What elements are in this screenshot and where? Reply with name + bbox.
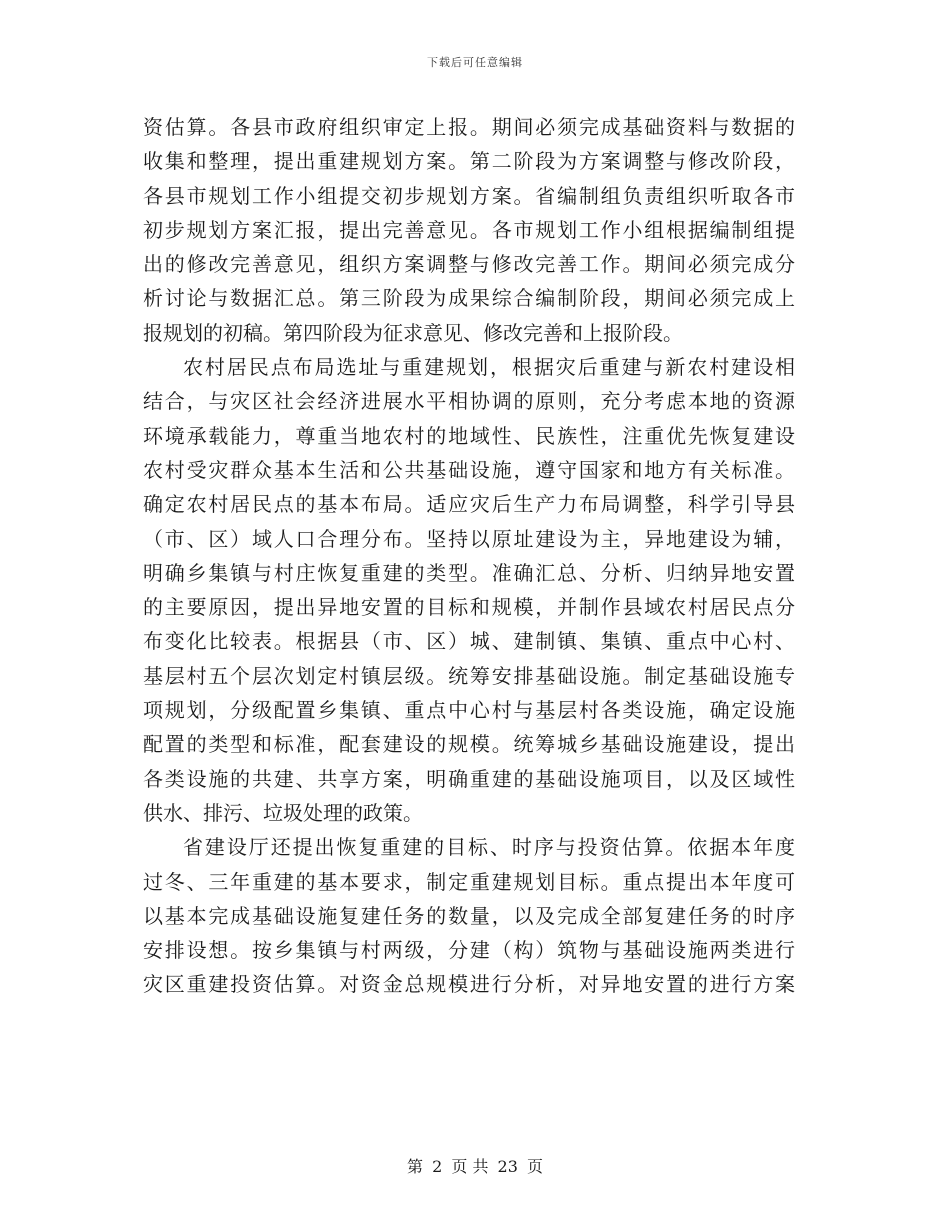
- page-footer: [0, 1154, 950, 1177]
- text-line: 过冬、三年重建的基本要求，制定重建规划目标。重点提出本年度可: [143, 869, 795, 894]
- text-line: 环境承载能力，尊重当地农村的地域性、民族性，注重优先恢复建设: [143, 423, 795, 448]
- page-header: 下载后可任意编辑: [427, 56, 523, 69]
- text-line: 资估算。各县市政府组织审定上报。期间必须完成基础资料与数据的: [143, 115, 795, 139]
- text-line: 析讨论与数据汇总。第三阶段为成果综合编制阶段，期间必须完成上: [143, 286, 795, 311]
- text-line: 各县市规划工作小组提交初步规划方案。省编制组负责组织听取各市: [143, 183, 795, 208]
- page-number-total: 23: [497, 1157, 518, 1176]
- text-line: 项规划，分级配置乡集镇、重点中心村与基层村各类设施，确定设施: [143, 698, 795, 723]
- text-line: 各类设施的共建、共享方案，明确重建的基础设施项目，以及区域性: [143, 766, 795, 791]
- text-line: 灾区重建投资估算。对资金总规模进行分析，对异地安置的进行方案: [143, 972, 795, 997]
- page-number-prefix: 第: [406, 1157, 423, 1176]
- text-line: 基层村五个层次划定村镇层级。统筹安排基础设施。制定基础设施专: [143, 663, 795, 688]
- text-line: （市、区）域人口合理分布。坚持以原址建设为主，异地建设为辅，: [143, 526, 795, 551]
- page-number-middle: 页 共: [451, 1157, 489, 1176]
- text-line: 以基本完成基础设施复建任务的数量，以及完成全部复建任务的时序: [143, 903, 795, 928]
- text-line: 的主要原因，提出异地安置的目标和规模，并制作县域农村居民点分: [143, 595, 795, 620]
- text-line: 明确乡集镇与村庄恢复重建的类型。准确汇总、分析、归纳异地安置: [143, 560, 795, 585]
- text-line: 收集和整理，提出重建规划方案。第二阶段为方案调整与修改阶段，: [143, 149, 795, 174]
- text-line: 初步规划方案汇报，提出完善意见。各市规划工作小组根据编制组提: [143, 217, 795, 242]
- page-number-current: 2: [432, 1157, 443, 1176]
- text-line: 报规划的初稿。第四阶段为征求意见、修改完善和上报阶段。: [143, 320, 683, 345]
- text-line: 确定农村居民点的基本布局。适应灾后生产力布局调整，科学引导县: [143, 492, 795, 517]
- text-line: 农村受灾群众基本生活和公共基础设施，遵守国家和地方有关标准。: [143, 457, 795, 482]
- text-line: 结合，与灾区社会经济进展水平相协调的原则，充分考虑本地的资源: [143, 389, 795, 414]
- text-line: 出的修改完善意见，组织方案调整与修改完善工作。期间必须完成分: [143, 252, 795, 277]
- document-body: [143, 110, 795, 1002]
- page-number-suffix: 页: [527, 1157, 544, 1176]
- text-line: 安排设想。按乡集镇与村两级，分建（构）筑物与基础设施两类进行: [143, 938, 795, 963]
- text-line: 省建设厅还提出恢复重建的目标、时序与投资估算。依据本年度: [183, 835, 795, 860]
- text-line: 布变化比较表。根据县（市、区）城、建制镇、集镇、重点中心村、: [143, 629, 795, 654]
- text-line: 配置的类型和标准，配套建设的规模。统筹城乡基础设施建设，提出: [143, 732, 795, 757]
- text-line: 农村居民点布局选址与重建规划，根据灾后重建与新农村建设相: [183, 355, 795, 380]
- text-line: 供水、排污、垃圾处理的政策。: [143, 800, 423, 825]
